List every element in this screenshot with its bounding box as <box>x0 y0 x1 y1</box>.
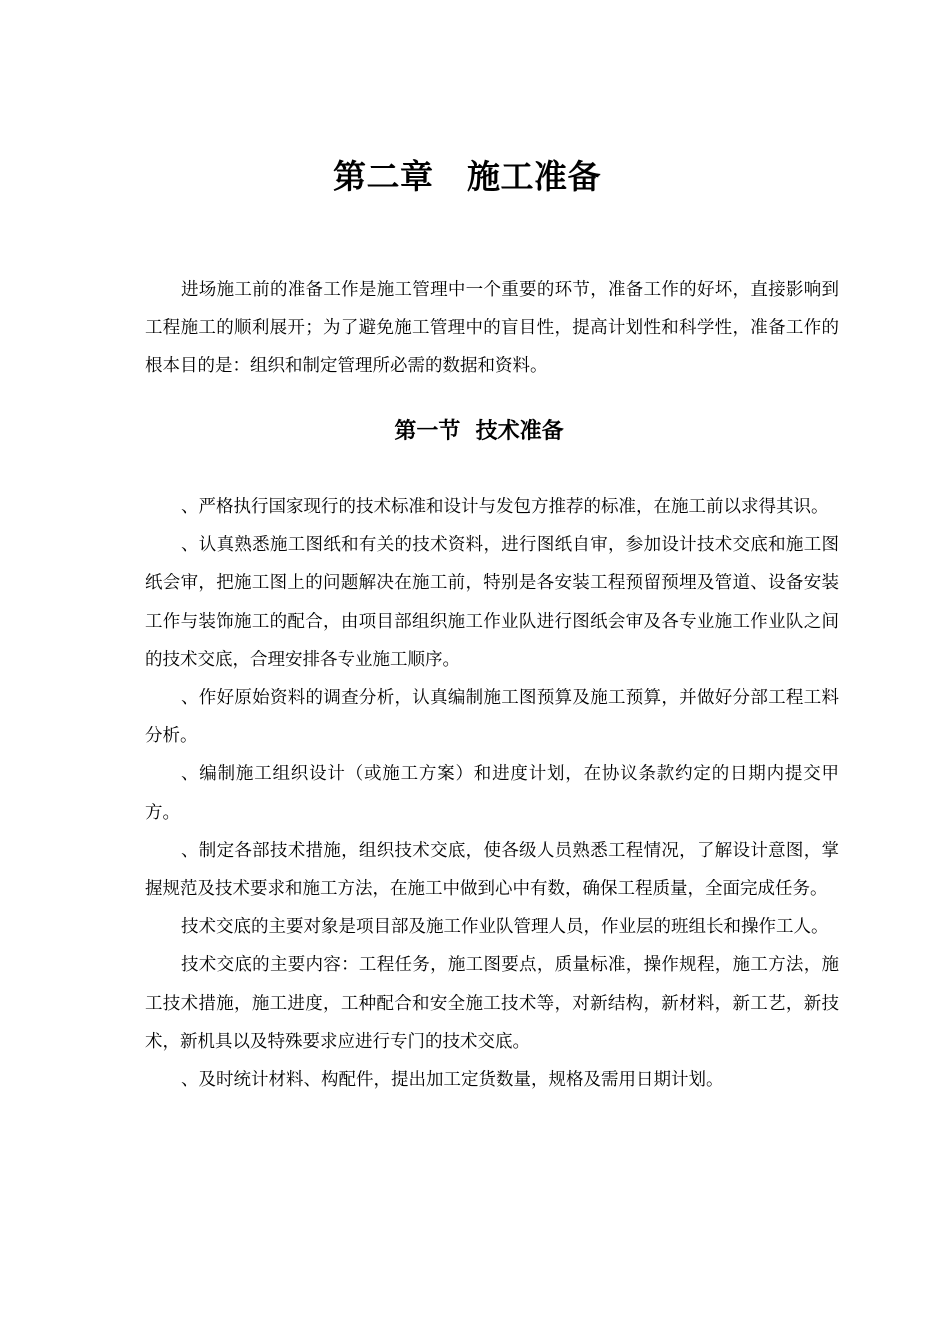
paragraph-disclosure-content: 技术交底的主要内容：工程任务，施工图要点，质量标准，操作规程，施工方法，施工技术措施，施工进度，工种配合和安全施工技术等，对新结构，新材料，新工艺，新技术，新机具以及特殊要求应进行专门的技术交底。 <box>145 955 839 1052</box>
paragraph-drawings: 、认真熟悉施工图纸和有关的技术资料，进行图纸自审，参加设计技术交底和施工图纸会审，把施工图上的问题解决在施工前，特别是各安装工程预留预埋及管道、设备安装工作与装饰施工的配合，由项目部组织施工作业队进行图纸会审及各专业施工作业队之间的技术交底，合理安排各专业施工顺序。 <box>145 535 839 670</box>
paragraph-disclosure-targets: 技术交底的主要对象是项目部及施工作业队管理人员，作业层的班组长和操作工人。 <box>181 917 829 938</box>
chapter-title: 第二章 施工准备 <box>333 157 601 196</box>
intro-paragraph: 进场施工前的准备工作是施工管理中一个重要的环节，准备工作的好坏，直接影响到工程施工的顺利展开；为了避免施工管理中的盲目性，提高计划性和科学性，准备工作的根本目的是：组织和制定管理所必需的数据和资料。 <box>145 280 839 377</box>
paragraph-schedule: 、编制施工组织设计（或施工方案）和进度计划，在协议条款约定的日期内提交甲方。 <box>145 764 839 823</box>
paragraph-materials: 、及时统计材料、构配件，提出加工定货数量，规格及需用日期计划。 <box>181 1070 724 1091</box>
paragraph-budget: 、作好原始资料的调查分析，认真编制施工图预算及施工预算，并做好分部工程工料分析。 <box>145 688 839 747</box>
paragraph-standards: 、严格执行国家现行的技术标准和设计与发包方推荐的标准，在施工前以求得其识。 <box>181 497 829 517</box>
section-title: 第一节 技术准备 <box>394 419 564 444</box>
paragraph-measures: 、制定各部技术措施，组织技术交底，使各级人员熟悉工程情况，了解设计意图，掌握规范及技术要求和施工方法，在施工中做到心中有数，确保工程质量，全面完成任务。 <box>145 840 839 900</box>
technical-prep-list <box>145 488 839 1099</box>
